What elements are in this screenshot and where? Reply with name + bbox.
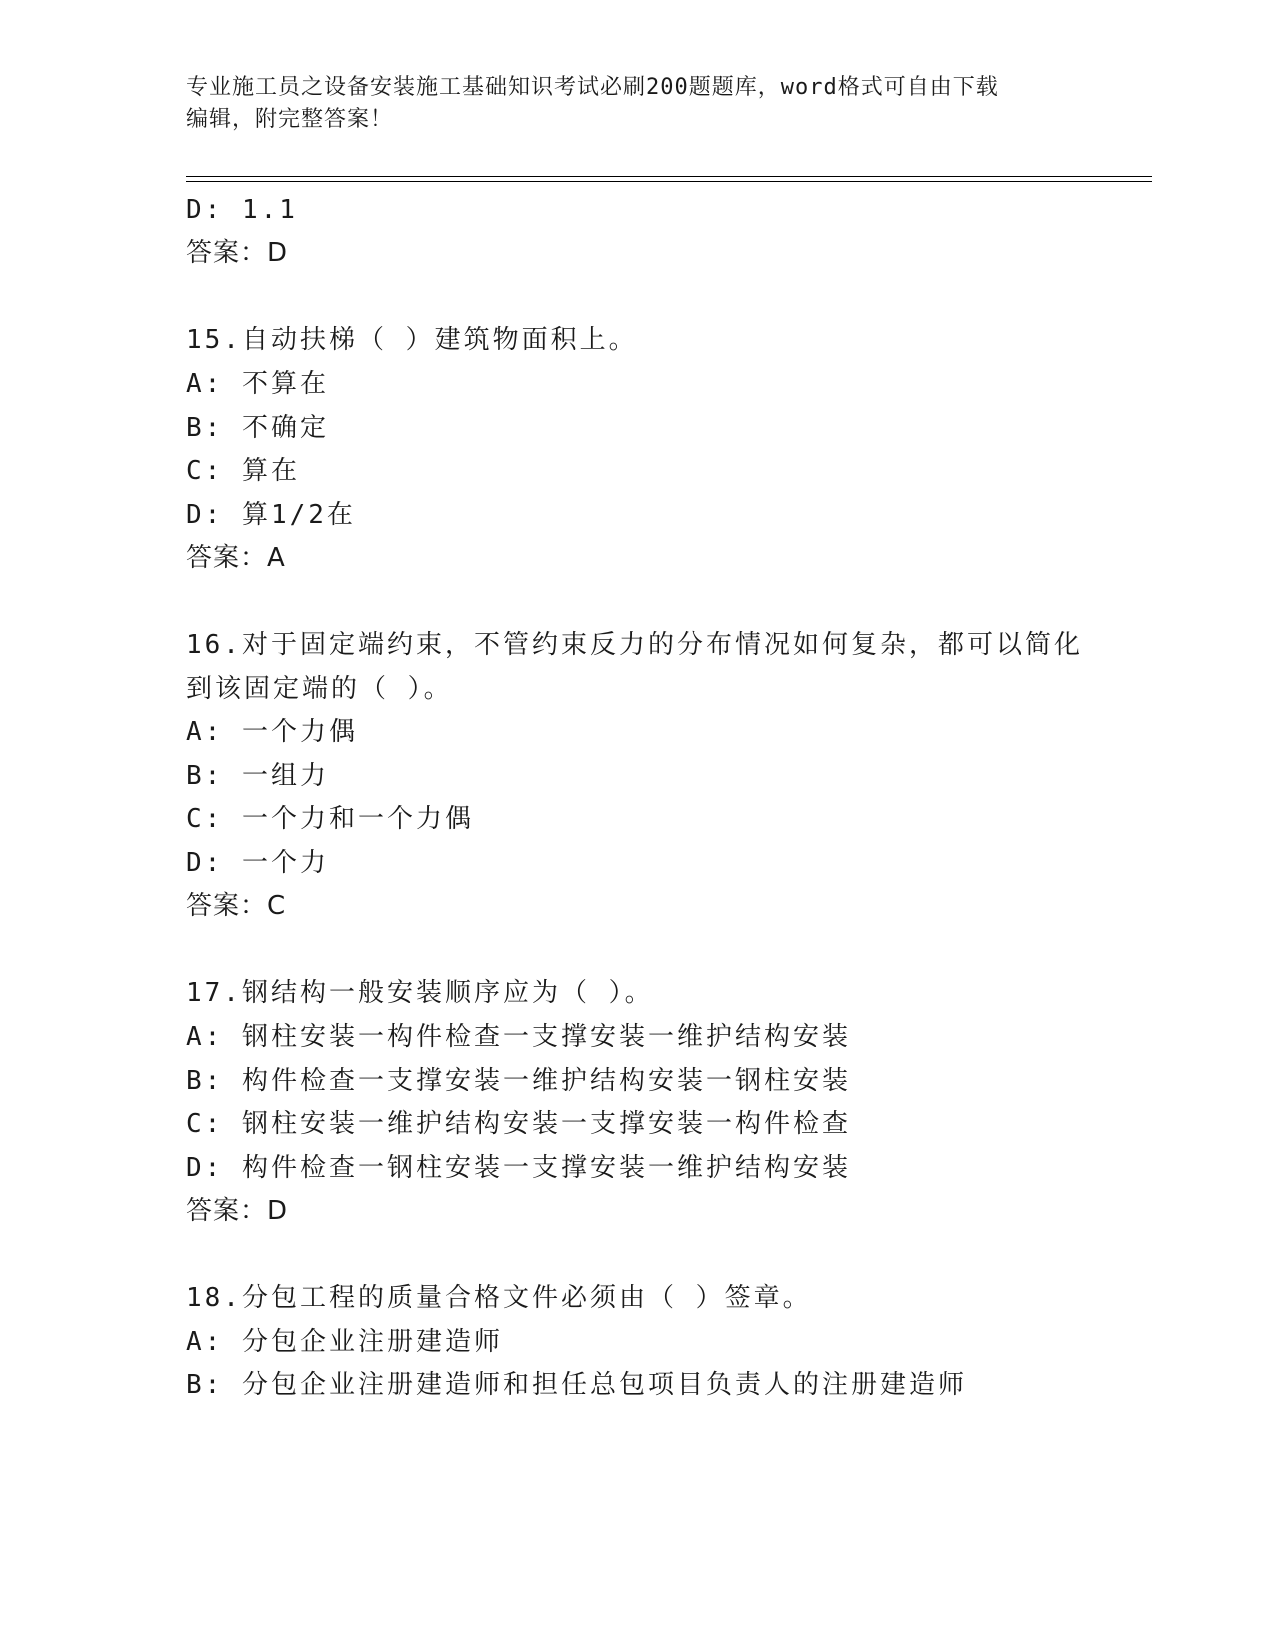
q18-option-b: B: 分包企业注册建造师和担任总包项目负责人的注册建造师 (186, 1370, 967, 1400)
q16-answer: 答案：C (186, 891, 287, 921)
header-title-line-1: 专业施工员之设备安装施工基础知识考试必刷200题题库，word格式可自由下载 (186, 75, 999, 100)
header-divider-top (186, 176, 1152, 177)
q17-option-b: B: 构件检查一支撑安装一维护结构安装一钢柱安装 (186, 1066, 851, 1096)
q15-option-b: B: 不确定 (186, 413, 329, 443)
q16-option-a: A: 一个力偶 (186, 717, 358, 747)
q16-option-c: C: 一个力和一个力偶 (186, 804, 474, 834)
q16-option-b: B: 一组力 (186, 761, 329, 791)
q15-option-c: C: 算在 (186, 456, 300, 486)
q15-answer: 答案：A (186, 543, 286, 573)
q17-stem: 17.钢结构一般安装顺序应为（ ）。 (186, 978, 654, 1008)
q15-option-d: D: 算1/2在 (186, 500, 356, 530)
q17-answer: 答案：D (186, 1196, 289, 1226)
document-header (186, 72, 1066, 136)
q16-stem-line-1: 16.对于固定端约束，不管约束反力的分布情况如何复杂，都可以简化 (186, 630, 1083, 660)
q15-option-a: A: 不算在 (186, 369, 329, 399)
q15-stem: 15.自动扶梯（ ）建筑物面积上。 (186, 325, 638, 355)
prev-option-d: D: 1.1 (186, 195, 298, 225)
q17-option-d: D: 构件检查一钢柱安装一支撑安装一维护结构安装 (186, 1153, 851, 1183)
header-divider-bottom (186, 181, 1152, 182)
prev-answer: 答案：D (186, 238, 289, 268)
q16-stem-line-2: 到该固定端的（ ）。 (186, 674, 453, 704)
q17-option-c: C: 钢柱安装一维护结构安装一支撑安装一构件检查 (186, 1109, 851, 1139)
q16-option-d: D: 一个力 (186, 848, 329, 878)
q18-stem: 18.分包工程的质量合格文件必须由（ ）签章。 (186, 1283, 812, 1313)
q18-option-a: A: 分包企业注册建造师 (186, 1327, 503, 1357)
header-title-line-2: 编辑，附完整答案！ (186, 107, 394, 132)
q17-option-a: A: 钢柱安装一构件检查一支撑安装一维护结构安装 (186, 1022, 851, 1052)
